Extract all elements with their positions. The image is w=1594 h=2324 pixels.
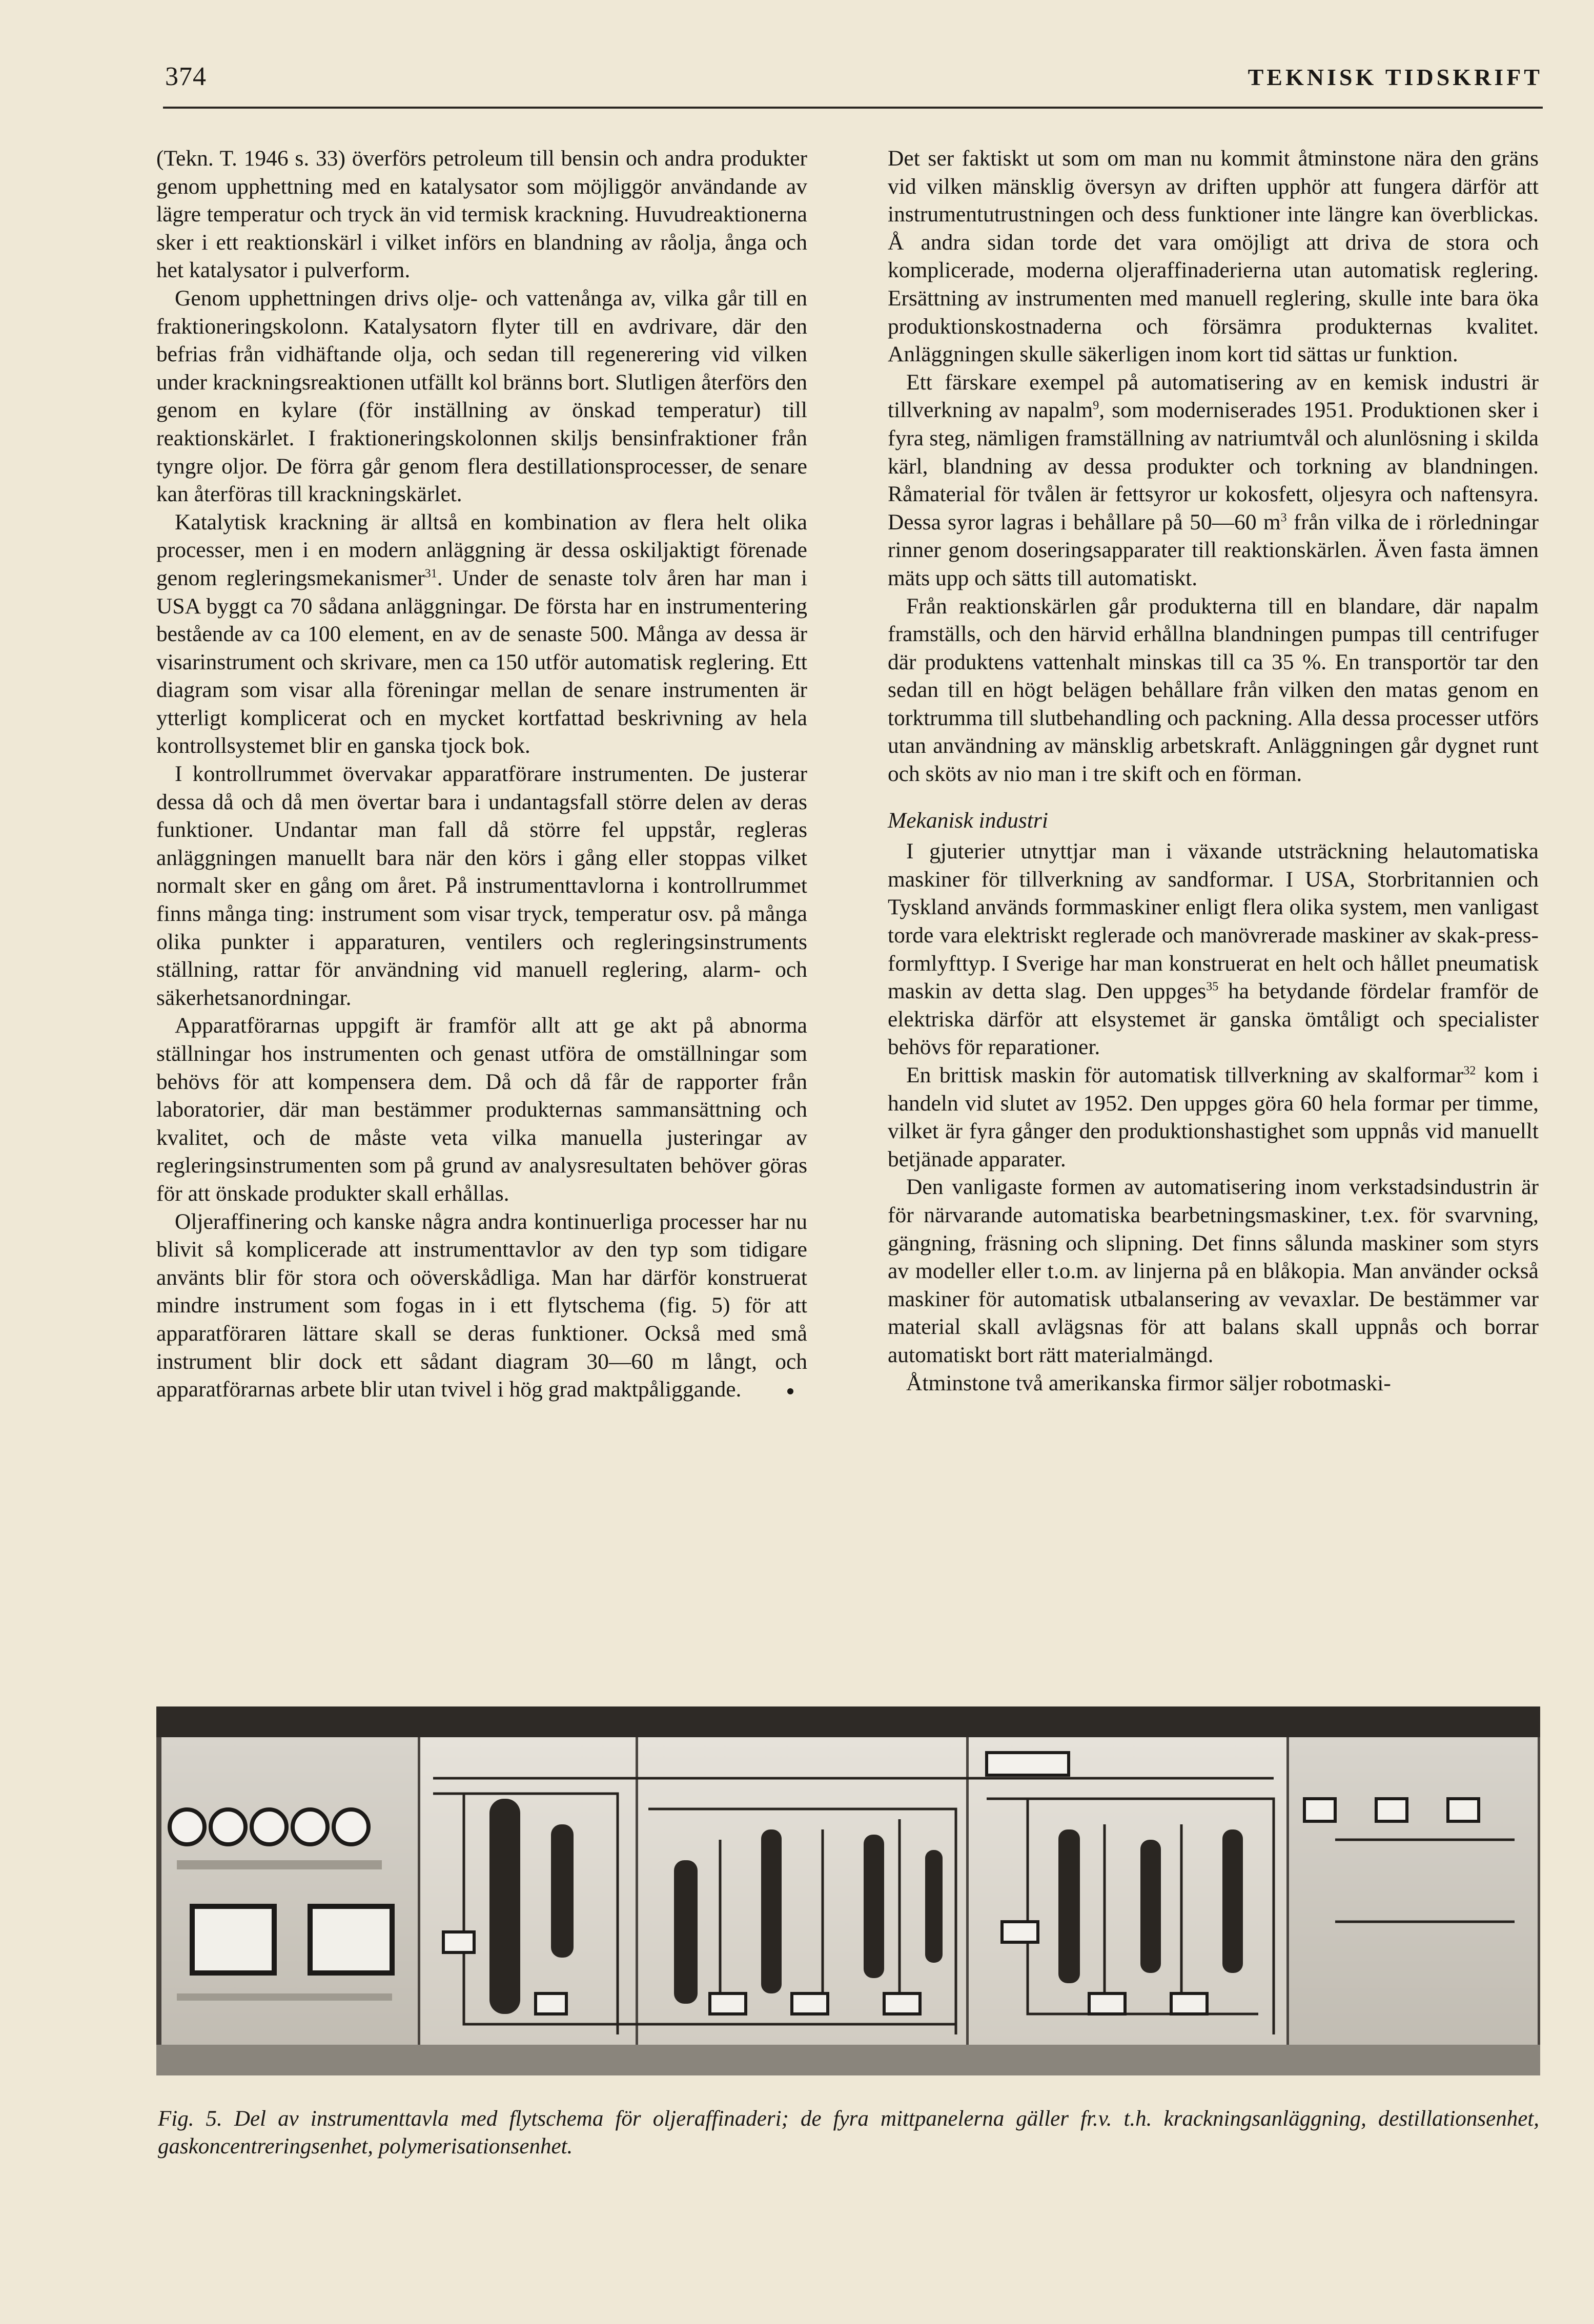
paragraph <box>888 368 1539 592</box>
paragraph <box>156 1208 807 1404</box>
paragraph-text: Ett färskare exempel på automatisering av en kemisk industri är tillverkning av napalm <box>888 369 1539 423</box>
paragraph: I kontrollrummet övervakar apparatförare instrumenten. De justerar dessa då och då men övertar bara i undantagsfall större delen av deras funktioner. Undantar man fall då större fel uppstår, regleras anläggningen manuellt bara när den körs i gång eller stoppas vilket normalt sker en gång om året. På instrumenttavlorna i kontrollrummet finns många ting: instrument som visar tryck, temperatur osv. på många olika punkter i apparaturen, ventilers och regleringsinstruments ställning, rattar för användning vid manuell reglering, alarm- och säkerhetsanordningar. <box>156 762 807 1010</box>
figure-caption-text: Del av instrumenttavla med flytschema för oljeraffinaderi; de fyra mittpanelerna gäller fr.v. t.h. krackningsanläggning, destillationsenhet, gaskoncentreringsenhet, polymerisationsenhet. <box>158 2107 1540 2158</box>
flowsheet-panel-illustration <box>156 1706 1540 2075</box>
paragraph: Apparatförarnas uppgift är framför allt att ge akt på abnorma ställningar hos instrumenten och genast utföra de omställningar som behövs för att kompensera dem. Då och då får de rapporter från laboratorier, där man bestämmer produkternas sammansättning och kvalitet, och de måste veta vilka manuella justeringar av regleringsinstrumenten som på grund av analysresultaten behöver göras för att önskade produkter skall erhållas. <box>156 1013 807 1206</box>
left-column <box>156 145 807 1404</box>
figure-instrument-panel-photo <box>156 1706 1540 2075</box>
paragraph-text: ha betydande fördelar framför de elektriska därför att elsystemet är ganska ömtåligt och specialister behövs för reparationer. <box>888 979 1539 1060</box>
footnote-ref: 32 <box>1463 1064 1476 1078</box>
paragraph: (Tekn. T. 1946 s. 33) överförs petroleum till bensin och andra produkter genom upphettning med en katalysator som möjliggör användande av lägre temperatur och tryck än vid termisk krackning. Huvudreaktionerna sker i ett reaktionskärl i vilket införs en blandning av råolja, ånga och het katalysator i pulverform. <box>156 146 807 283</box>
paragraph <box>156 508 807 760</box>
paragraph-text: från vilka de i rörledningar rinner genom doseringsapparater till reaktionskärlen. Även fasta ämnen mäts upp och sätts till automatiskt. <box>888 509 1539 590</box>
panel-polymerisation <box>1289 1737 1538 2073</box>
figure-label: Fig. 5. <box>158 2107 222 2131</box>
paragraph-text: , som moderniserades 1951. Produktionen sker i fyra steg, nämligen framställning av natriumtvål och alunlösning i skilda kärl, blandning av dessa produkter och torkning av blandningen. Råmaterial för tvålen är fettsyror ur kokosfett, oljesyra och naftensyra. Dessa syror lagras i behållare på 50—60 m <box>888 398 1539 534</box>
paragraph: Genom upphettningen drivs olje- och vattenånga av, vilka går till en fraktioneringskolonn. Katalysatorn flyter till en avdrivare, där den befrias från vidhäftande olja, och sedan till regenerering vid vilken under krackningsreaktionen utfällt kol bränns bort. Slutligen återförs den genom en kylare (för inställning av önskad temperatur) till reaktionskärlet. I fraktioneringskolonnen skiljs bensinfraktioner från tyngre oljor. De förra går genom flera destillationsprocesser, de senare kan återföras till krackningskärlet. <box>156 285 807 507</box>
paragraph-text: En brittisk maskin för automatisk tillverkning av skalformar <box>906 1063 1464 1087</box>
bullet-icon <box>787 1388 793 1394</box>
paragraph-text: Oljeraffinering och kanske några andra kontinuerliga processer har nu blivit så komplicerade att instrumenttavlor av den typ som tidigare använts blir för stora och oöverskådliga. Man har därför konstruerat mindre instrument som fogas in i ett flytschema (fig. 5) för att apparatföraren lättare skall se deras funktioner. Också med små instrument blir dock ett sådant diagram 30—60 m långt, och apparatförarnas arbete blir utan tvivel i hög grad maktpåliggande. <box>156 1209 807 1402</box>
panel-cracking <box>420 1737 636 2073</box>
section-heading: Mekanisk industri <box>888 808 1048 833</box>
paragraph: Åtminstone två amerikanska firmor säljer robotmaski- <box>906 1370 1391 1395</box>
right-column <box>888 145 1539 1397</box>
journal-title: TEKNISK TIDSKRIFT <box>1248 64 1543 90</box>
paragraph <box>888 837 1539 1061</box>
paragraph: Från reaktionskärlen går produkterna till en blandare, där napalm framställs, och den härvid erhållna blandningen pumpas till centrifuger där produktens vattenhalt minskas till ca 35 %. En transportör tar den sedan till en högt belägen behållare från vilken den matas genom en torktrumma till slutbehandling och packning. Alla dessa processer utförs utan användning av mänsklig arbetskraft. Anläggningen går dygnet runt och sköts av nio man i tre skift och en förman. <box>888 593 1539 787</box>
paragraph-text: Katalytisk krackning är alltså en kombination av flera helt olika processer, men i en modern anläggning är dessa oskiljaktigt förenade genom regleringsmekanismer <box>156 509 807 590</box>
paragraph: Den vanligaste formen av automatisering inom verkstadsindustrin är för närvarande automatiska bearbetningsmaskiner, t.ex. för svarvning, gängning, fräsning och slipning. Det finns sålunda maskiner som styrs av modeller eller t.o.m. av linjerna på en blåkopia. Man använder också maskiner för automatisk utbalansering av vevaxlar. De bestämmer var material skall avlägsnas för att balans skall uppnås och borrar automatiskt bort rätt materialmängd. <box>888 1175 1539 1367</box>
superscript-exponent: 3 <box>1280 511 1287 525</box>
paragraph-text: . Under de senaste tolv åren har man i USA byggt ca 70 sådana anläggningar. De första har en instrumentering bestående av ca 100 element, en av de senaste 500. Många av dessa är visarinstrument och skrivare, men ca 150 utför automatisk reglering. Ett diagram som visar alla föreningar mellan de senare instrumenten är ytterligt komplicerat och en mycket kortfattad beskrivning av hela kontrollsystemet blir en ganska tjock bok. <box>156 565 807 758</box>
paragraph: Det ser faktiskt ut som om man nu kommit åtminstone nära den gräns vid vilken mänsklig översyn av driften upphör att fungera därför att instrumentutrustningen och dess funktioner inte längre kan överblickas. Å andra sidan torde det vara omöjligt att driva de stora och komplicerade, moderna oljeraffinaderierna utan automatisk reglering. Ersättning av instrumenten med manuell reglering, skulle inte bara öka produktionskostnaderna och försämra produkternas kvalitet. Anläggningen skulle säkerligen inom kort tid sättas ur funktion. <box>888 146 1539 367</box>
figure-caption <box>158 2105 1539 2161</box>
header-rule <box>163 107 1543 109</box>
paragraph <box>888 1061 1539 1173</box>
footnote-ref: 9 <box>1093 399 1099 413</box>
footnote-ref: 35 <box>1206 980 1219 994</box>
page-number: 374 <box>165 62 207 91</box>
footnote-ref: 31 <box>424 567 437 581</box>
paragraph-text: kom i handeln vid slutet av 1952. Den uppges göra 60 hela formar per timme, vilket är fyra gånger den produktionshastighet som uppnås vid manuellt betjänade apparater. <box>888 1063 1539 1171</box>
paragraph-text: I gjuterier utnyttjar man i växande utsträckning helautomatiska maskiner för tillverkning av sandformar. I USA, Storbritannien och Tyskland används formmaskiner enligt flera olika system, men vanligast torde vara elektriskt reglerade och manövrerade maskiner av skak-press-formlyfttyp. I Sverige har man konstruerat en helt och hållet pneumatisk maskin av detta slag. Den uppges <box>888 839 1539 1004</box>
